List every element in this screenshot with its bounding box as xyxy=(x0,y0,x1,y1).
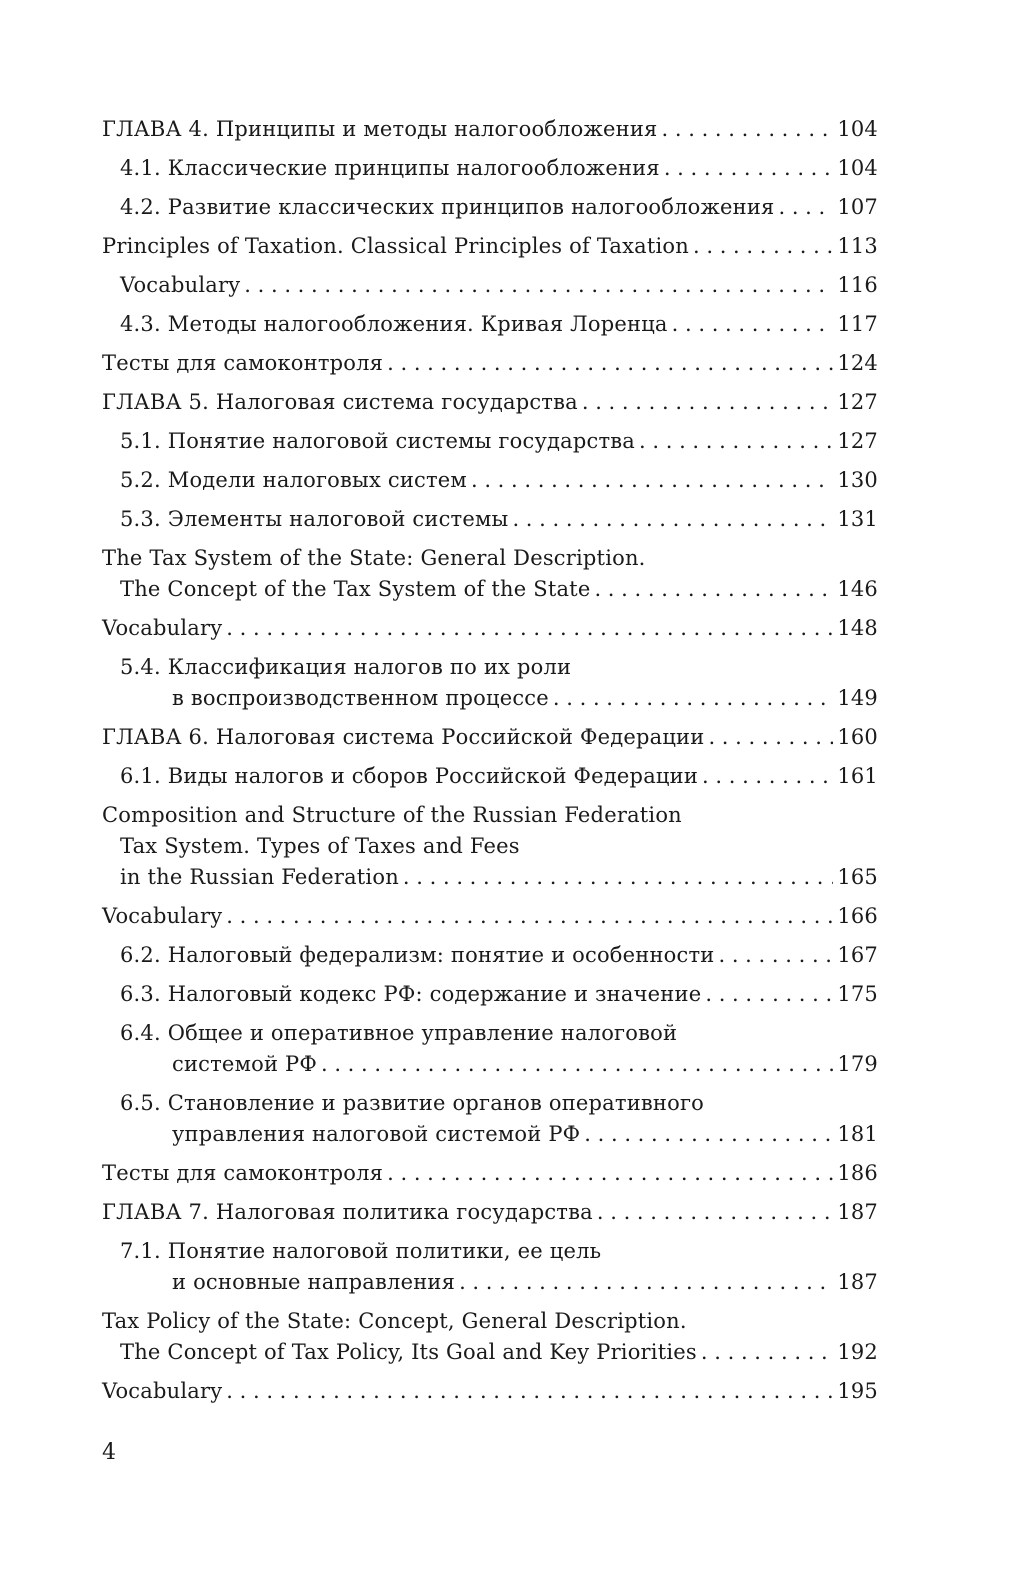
toc-entry-title: 5.3. Элементы налоговой системы xyxy=(120,507,509,531)
dot-leader xyxy=(701,1337,833,1368)
toc-entry-title: управления налоговой системой РФ xyxy=(172,1122,581,1146)
toc-entry xyxy=(102,613,878,644)
toc-entry-line xyxy=(102,613,878,644)
toc-entry-title: The Tax System of the State: General Description. xyxy=(102,546,646,570)
toc-entry-line xyxy=(102,574,878,605)
toc-entry-page: 181 xyxy=(837,1122,878,1146)
toc-entry-page: 175 xyxy=(837,982,878,1006)
toc-entry-line xyxy=(102,114,878,145)
dot-leader xyxy=(594,574,833,605)
dot-leader xyxy=(403,862,833,893)
toc-entry-line xyxy=(102,192,878,223)
dot-leader xyxy=(471,465,833,496)
toc-entry-line xyxy=(102,940,878,971)
toc-entry-page: 192 xyxy=(837,1340,878,1364)
toc-entry-page: 195 xyxy=(837,1379,878,1403)
table-of-contents xyxy=(102,114,878,1407)
toc-entry-title: 6.3. Налоговый кодекс РФ: содержание и значение xyxy=(120,982,702,1006)
toc-entry-line xyxy=(102,270,878,301)
toc-entry-line xyxy=(102,231,878,262)
toc-entry-title: Tax Policy of the State: Concept, General Description. xyxy=(102,1309,687,1333)
toc-entry-page: 187 xyxy=(837,1200,878,1224)
toc-entry xyxy=(102,387,878,418)
toc-entry-line xyxy=(102,761,878,792)
toc-entry-line xyxy=(102,465,878,496)
toc-entry-title: Тесты для самоконтроля xyxy=(102,351,384,375)
toc-entry-title: in the Russian Federation xyxy=(120,865,399,889)
toc-entry-page: 116 xyxy=(837,273,878,297)
toc-entry-line xyxy=(102,426,878,457)
toc-entry-page: 166 xyxy=(837,904,878,928)
toc-entry-line xyxy=(102,979,878,1010)
dot-leader xyxy=(718,940,833,971)
toc-entry-title: The Concept of the Tax System of the State xyxy=(120,577,591,601)
toc-entry xyxy=(102,940,878,971)
toc-entry xyxy=(102,979,878,1010)
toc-entry-title: 6.5. Становление и развитие органов оперативного xyxy=(120,1091,705,1115)
toc-entry-line xyxy=(102,1376,878,1407)
toc-entry-line xyxy=(102,652,878,683)
toc-entry xyxy=(102,114,878,145)
toc-entry-title: The Concept of Tax Policy, Its Goal and Key Priorities xyxy=(120,1340,697,1364)
toc-entry-title: Vocabulary xyxy=(102,904,223,928)
toc-entry-page: 104 xyxy=(837,156,878,180)
dot-leader xyxy=(582,387,833,418)
toc-entry xyxy=(102,1018,878,1080)
dot-leader xyxy=(639,426,833,457)
toc-entry-title: Vocabulary xyxy=(120,273,241,297)
toc-entry xyxy=(102,1306,878,1368)
toc-entry-title: 5.1. Понятие налоговой системы государства xyxy=(120,429,636,453)
dot-leader xyxy=(244,270,833,301)
toc-entry-title: 6.2. Налоговый федерализм: понятие и особенности xyxy=(120,943,715,967)
dot-leader xyxy=(226,901,833,932)
dot-leader xyxy=(553,683,833,714)
toc-entry xyxy=(102,504,878,535)
toc-entry-title: ГЛАВА 5. Налоговая система государства xyxy=(102,390,578,414)
dot-leader xyxy=(584,1119,833,1150)
toc-entry-line xyxy=(102,153,878,184)
toc-entry-line xyxy=(102,1119,878,1150)
toc-entry-line xyxy=(102,1088,878,1119)
toc-entry-page: 117 xyxy=(837,312,878,336)
toc-entry xyxy=(102,1197,878,1228)
toc-entry-line xyxy=(102,862,878,893)
toc-entry-title: Tax System. Types of Taxes and Fees xyxy=(120,834,520,858)
toc-entry xyxy=(102,465,878,496)
toc-entry-page: 104 xyxy=(837,117,878,141)
dot-leader xyxy=(387,1158,833,1189)
toc-entry-title: ГЛАВА 7. Налоговая политика государства xyxy=(102,1200,593,1224)
toc-entry-title: системой РФ xyxy=(172,1052,317,1076)
dot-leader xyxy=(705,979,833,1010)
dot-leader xyxy=(321,1049,833,1080)
toc-entry-line xyxy=(102,722,878,753)
dot-leader xyxy=(512,504,833,535)
toc-entry xyxy=(102,1088,878,1150)
toc-entry-line xyxy=(102,1049,878,1080)
toc-entry-line xyxy=(102,800,878,831)
toc-entry-line xyxy=(102,683,878,714)
toc-entry xyxy=(102,1376,878,1407)
toc-entry-title: Vocabulary xyxy=(102,1379,223,1403)
toc-entry-page: 148 xyxy=(837,616,878,640)
toc-entry-page: 149 xyxy=(837,686,878,710)
toc-entry-line xyxy=(102,1158,878,1189)
toc-entry-title: 4.3. Методы налогообложения. Кривая Лоренца xyxy=(120,312,668,336)
toc-entry-line xyxy=(102,309,878,340)
toc-entry-page: 131 xyxy=(837,507,878,531)
toc-entry-title: ГЛАВА 6. Налоговая система Российской Федерации xyxy=(102,725,705,749)
toc-entry-page: 165 xyxy=(837,865,878,889)
toc-entry xyxy=(102,901,878,932)
toc-entry-page: 124 xyxy=(837,351,878,375)
toc-entry xyxy=(102,270,878,301)
dot-leader xyxy=(662,114,834,145)
toc-entry xyxy=(102,231,878,262)
toc-entry-page: 161 xyxy=(837,764,878,788)
dot-leader xyxy=(708,722,833,753)
dot-leader xyxy=(778,192,833,223)
toc-entry-page: 179 xyxy=(837,1052,878,1076)
dot-leader xyxy=(672,309,834,340)
toc-entry-title: ГЛАВА 4. Принципы и методы налогообложения xyxy=(102,117,658,141)
toc-entry-page: 107 xyxy=(837,195,878,219)
toc-entry-title: в воспроизводственном процессе xyxy=(172,686,549,710)
toc-entry-title: 7.1. Понятие налоговой политики, ее цель xyxy=(120,1239,602,1263)
toc-entry-line xyxy=(102,1018,878,1049)
toc-entry-page: 130 xyxy=(837,468,878,492)
toc-entry-title: Тесты для самоконтроля xyxy=(102,1161,384,1185)
toc-entry-line xyxy=(102,1306,878,1337)
toc-entry-page: 186 xyxy=(837,1161,878,1185)
toc-entry-title: Vocabulary xyxy=(102,616,223,640)
toc-entry xyxy=(102,543,878,605)
toc-entry xyxy=(102,192,878,223)
toc-entry-line xyxy=(102,504,878,535)
toc-entry-title: 4.1. Классические принципы налогообложения xyxy=(120,156,660,180)
toc-entry xyxy=(102,652,878,714)
page-number: 4 xyxy=(102,1440,116,1465)
toc-entry-line xyxy=(102,1197,878,1228)
toc-entry-page: 127 xyxy=(837,429,878,453)
toc-entry-page: 113 xyxy=(837,234,878,258)
toc-entry xyxy=(102,309,878,340)
toc-entry xyxy=(102,153,878,184)
toc-entry-line xyxy=(102,831,878,862)
toc-entry xyxy=(102,1236,878,1298)
toc-entry-title: и основные направления xyxy=(172,1270,456,1294)
toc-entry-page: 187 xyxy=(837,1270,878,1294)
toc-entry-title: 4.2. Развитие классических принципов налогообложения xyxy=(120,195,775,219)
toc-entry-page: 167 xyxy=(837,943,878,967)
toc-entry-title: Composition and Structure of the Russian Federation xyxy=(102,803,682,827)
toc-entry-line xyxy=(102,387,878,418)
dot-leader xyxy=(459,1267,833,1298)
toc-entry-line xyxy=(102,348,878,379)
toc-entry-line xyxy=(102,1267,878,1298)
toc-entry xyxy=(102,800,878,893)
toc-entry-title: 6.1. Виды налогов и сборов Российской Федерации xyxy=(120,764,699,788)
toc-entry-page: 127 xyxy=(837,390,878,414)
toc-entry-line xyxy=(102,543,878,574)
dot-leader xyxy=(597,1197,833,1228)
dot-leader xyxy=(226,1376,833,1407)
dot-leader xyxy=(693,231,833,262)
toc-entry xyxy=(102,426,878,457)
toc-entry-line xyxy=(102,1236,878,1267)
toc-entry-line xyxy=(102,1337,878,1368)
toc-entry-title: 5.2. Модели налоговых систем xyxy=(120,468,467,492)
toc-entry xyxy=(102,761,878,792)
toc-entry xyxy=(102,722,878,753)
dot-leader xyxy=(664,153,834,184)
toc-entry-page: 160 xyxy=(837,725,878,749)
toc-entry-title: Principles of Taxation. Classical Principles of Taxation xyxy=(102,234,689,258)
toc-entry-line xyxy=(102,901,878,932)
toc-entry xyxy=(102,348,878,379)
dot-leader xyxy=(702,761,833,792)
toc-entry-title: 5.4. Классификация налогов по их роли xyxy=(120,655,572,679)
dot-leader xyxy=(226,613,833,644)
toc-entry-page: 146 xyxy=(837,577,878,601)
toc-entry-title: 6.4. Общее и оперативное управление налоговой xyxy=(120,1021,678,1045)
dot-leader xyxy=(387,348,833,379)
toc-entry xyxy=(102,1158,878,1189)
